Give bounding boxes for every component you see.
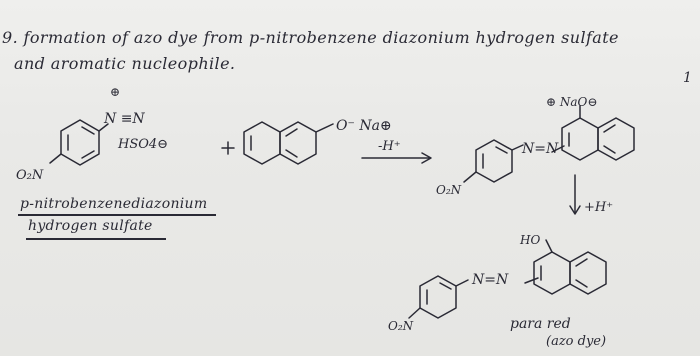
question-line-2: and aromatic nucleophile. <box>14 54 236 73</box>
reagent1-counter-ion: HSO4⊖ <box>118 137 169 152</box>
intermediate-nitro-label: O₂N <box>436 183 462 197</box>
reagent2-alkoxide-label: O⁻ Na⊕ <box>336 118 392 134</box>
reagent1-name-underline-1 <box>18 214 216 216</box>
reagent1-nitro-label: O₂N <box>16 168 44 183</box>
intermediate-alkoxide-label: ⊕ NaO⊖ <box>546 95 598 109</box>
product-name-line-2: (azo dye) <box>546 334 607 349</box>
reagent1-name-line-2: hydrogen sulfate <box>28 218 153 234</box>
reagent1-benzene-ring <box>50 120 108 165</box>
reagent1-name-line-1: p-nitrobenzenediazonium <box>20 196 208 212</box>
product-name-line-1: para red <box>510 316 571 332</box>
question-line-1: 9. formation of azo dye from p-nitrobenzene diazonium hydrogen sulfate <box>2 28 619 47</box>
reagent1-plus-charge: ⊕ <box>110 85 121 99</box>
product-azo-label: N=N <box>472 272 509 288</box>
product-hydroxyl-label: HO <box>520 233 541 247</box>
plus-sign <box>222 142 234 154</box>
reaction-arrow-2 <box>570 175 580 214</box>
product-nitro-label: O₂N <box>388 319 414 333</box>
intermediate-azo-label: N=N <box>522 141 559 157</box>
reagent1-diazo-label: N ≡N <box>104 111 145 127</box>
step1-label: -H⁺ <box>378 139 401 154</box>
reagent2-naphthalene <box>244 122 333 164</box>
reaction-arrow-1 <box>362 153 431 163</box>
step2-label: +H⁺ <box>584 200 614 215</box>
reagent1-name-underline-2 <box>26 238 166 240</box>
side-mark: 1 <box>683 70 692 86</box>
